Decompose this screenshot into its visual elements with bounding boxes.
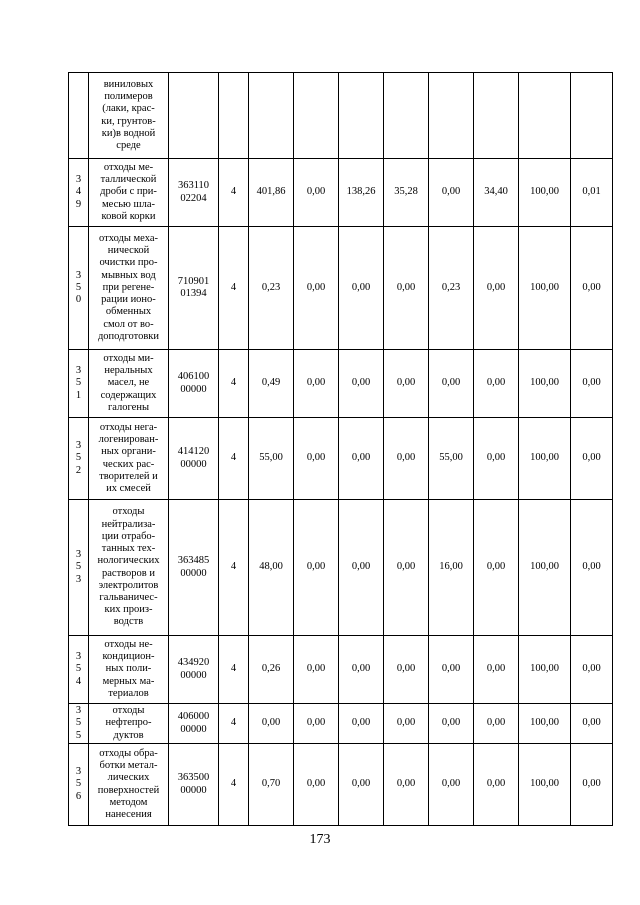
waste-name-cell: отходы не- кондицион- ных поли- мерных ма- териалов — [89, 636, 169, 704]
value-cell: 0,26 — [249, 636, 294, 704]
hazard-class-cell: 4 — [219, 227, 249, 350]
value-cell: 0,00 — [474, 350, 519, 418]
table-row — [69, 73, 613, 159]
value-cell: 0,00 — [571, 350, 613, 418]
value-cell: 100,00 — [519, 418, 571, 500]
value-cell: 34,40 — [474, 159, 519, 227]
value-cell: 100,00 — [519, 350, 571, 418]
value-cell: 0,00 — [429, 704, 474, 744]
table-row — [69, 159, 613, 227]
value-cell — [474, 73, 519, 159]
waste-code-cell: 434920 00000 — [169, 636, 219, 704]
value-cell: 0,00 — [294, 636, 339, 704]
hazard-class-cell: 4 — [219, 418, 249, 500]
value-cell: 0,00 — [294, 500, 339, 636]
row-number: 3 5 3 — [69, 500, 89, 636]
row-number — [69, 73, 89, 159]
row-number: 3 5 4 — [69, 636, 89, 704]
table-row — [69, 500, 613, 636]
value-cell: 0,49 — [249, 350, 294, 418]
value-cell — [519, 73, 571, 159]
value-cell: 0,00 — [474, 704, 519, 744]
waste-name-cell: отходы обра- ботки метал- лических поверхностей методом нанесения — [89, 744, 169, 826]
value-cell: 0,00 — [339, 350, 384, 418]
row-number: 3 5 2 — [69, 418, 89, 500]
value-cell: 0,00 — [339, 744, 384, 826]
value-cell: 0,00 — [384, 636, 429, 704]
waste-code-cell: 363500 00000 — [169, 744, 219, 826]
value-cell: 0,00 — [339, 704, 384, 744]
value-cell: 0,00 — [294, 704, 339, 744]
table-body — [69, 73, 613, 826]
value-cell: 0,00 — [339, 227, 384, 350]
value-cell: 0,00 — [384, 500, 429, 636]
value-cell: 0,00 — [571, 744, 613, 826]
row-number: 3 5 0 — [69, 227, 89, 350]
value-cell: 35,28 — [384, 159, 429, 227]
table-row — [69, 636, 613, 704]
waste-code-cell: 414120 00000 — [169, 418, 219, 500]
value-cell — [571, 73, 613, 159]
row-number: 3 5 1 — [69, 350, 89, 418]
table-row — [69, 744, 613, 826]
value-cell — [384, 73, 429, 159]
value-cell: 0,00 — [294, 744, 339, 826]
value-cell — [339, 73, 384, 159]
waste-name-cell: отходы нефтепро- дуктов — [89, 704, 169, 744]
row-number: 3 5 6 — [69, 744, 89, 826]
value-cell: 401,86 — [249, 159, 294, 227]
value-cell: 100,00 — [519, 227, 571, 350]
page-number: 173 — [309, 832, 331, 847]
value-cell: 0,00 — [474, 500, 519, 636]
waste-name-cell: виниловых полимеров (лаки, крас- ки, грунтов- ки)в водной среде — [89, 73, 169, 159]
value-cell: 0,00 — [294, 159, 339, 227]
value-cell — [429, 73, 474, 159]
row-number: 3 4 9 — [69, 159, 89, 227]
value-cell: 0,00 — [294, 350, 339, 418]
value-cell: 0,00 — [384, 418, 429, 500]
value-cell: 0,00 — [571, 500, 613, 636]
table-row — [69, 227, 613, 350]
value-cell: 0,00 — [294, 227, 339, 350]
value-cell: 0,00 — [474, 744, 519, 826]
waste-code-cell: 363485 00000 — [169, 500, 219, 636]
waste-name-cell: отходы меха- нической очистки про- мывных вод при регене- рации ионо- обменных смол от во- доподготовки — [89, 227, 169, 350]
table-row — [69, 704, 613, 744]
value-cell: 0,00 — [339, 636, 384, 704]
value-cell: 0,00 — [571, 704, 613, 744]
hazard-class-cell: 4 — [219, 159, 249, 227]
value-cell: 0,00 — [571, 418, 613, 500]
waste-name-cell: отходы ме- таллической дроби с при- месью шла- ковой корки — [89, 159, 169, 227]
value-cell: 0,00 — [384, 744, 429, 826]
table-row — [69, 418, 613, 500]
value-cell: 138,26 — [339, 159, 384, 227]
value-cell: 0,00 — [429, 636, 474, 704]
value-cell: 100,00 — [519, 744, 571, 826]
value-cell: 0,00 — [429, 159, 474, 227]
hazard-class-cell — [219, 73, 249, 159]
waste-code-cell: 363110 02204 — [169, 159, 219, 227]
value-cell: 0,00 — [249, 704, 294, 744]
value-cell: 0,00 — [474, 636, 519, 704]
waste-table — [68, 72, 613, 826]
value-cell: 100,00 — [519, 159, 571, 227]
value-cell: 0,00 — [294, 418, 339, 500]
waste-code-cell — [169, 73, 219, 159]
hazard-class-cell: 4 — [219, 704, 249, 744]
value-cell: 0,00 — [474, 227, 519, 350]
hazard-class-cell: 4 — [219, 500, 249, 636]
waste-code-cell: 710901 01394 — [169, 227, 219, 350]
value-cell: 48,00 — [249, 500, 294, 636]
value-cell: 100,00 — [519, 636, 571, 704]
value-cell: 16,00 — [429, 500, 474, 636]
value-cell: 0,00 — [384, 350, 429, 418]
value-cell: 0,00 — [429, 350, 474, 418]
value-cell: 0,00 — [429, 744, 474, 826]
waste-name-cell: отходы ми- неральных масел, не содержащих галогены — [89, 350, 169, 418]
waste-name-cell: отходы нейтрализа- ции отрабо- танных тех- нологических растворов и электролитов гальваничес- ких произ- водств — [89, 500, 169, 636]
value-cell: 0,00 — [339, 500, 384, 636]
row-number: 3 5 5 — [69, 704, 89, 744]
value-cell: 0,00 — [384, 227, 429, 350]
value-cell: 0,00 — [571, 227, 613, 350]
value-cell: 0,01 — [571, 159, 613, 227]
hazard-class-cell: 4 — [219, 744, 249, 826]
waste-name-cell: отходы нега- логенирован- ных органи- ческих рас- творителей и их смесей — [89, 418, 169, 500]
value-cell: 0,00 — [339, 418, 384, 500]
value-cell — [294, 73, 339, 159]
value-cell: 55,00 — [429, 418, 474, 500]
value-cell: 0,23 — [429, 227, 474, 350]
table-row — [69, 350, 613, 418]
value-cell: 55,00 — [249, 418, 294, 500]
value-cell: 0,00 — [384, 704, 429, 744]
value-cell: 0,70 — [249, 744, 294, 826]
value-cell: 0,00 — [571, 636, 613, 704]
value-cell: 0,00 — [474, 418, 519, 500]
waste-code-cell: 406100 00000 — [169, 350, 219, 418]
value-cell: 100,00 — [519, 500, 571, 636]
hazard-class-cell: 4 — [219, 636, 249, 704]
waste-code-cell: 406000 00000 — [169, 704, 219, 744]
value-cell: 0,23 — [249, 227, 294, 350]
value-cell — [249, 73, 294, 159]
value-cell: 100,00 — [519, 704, 571, 744]
hazard-class-cell: 4 — [219, 350, 249, 418]
